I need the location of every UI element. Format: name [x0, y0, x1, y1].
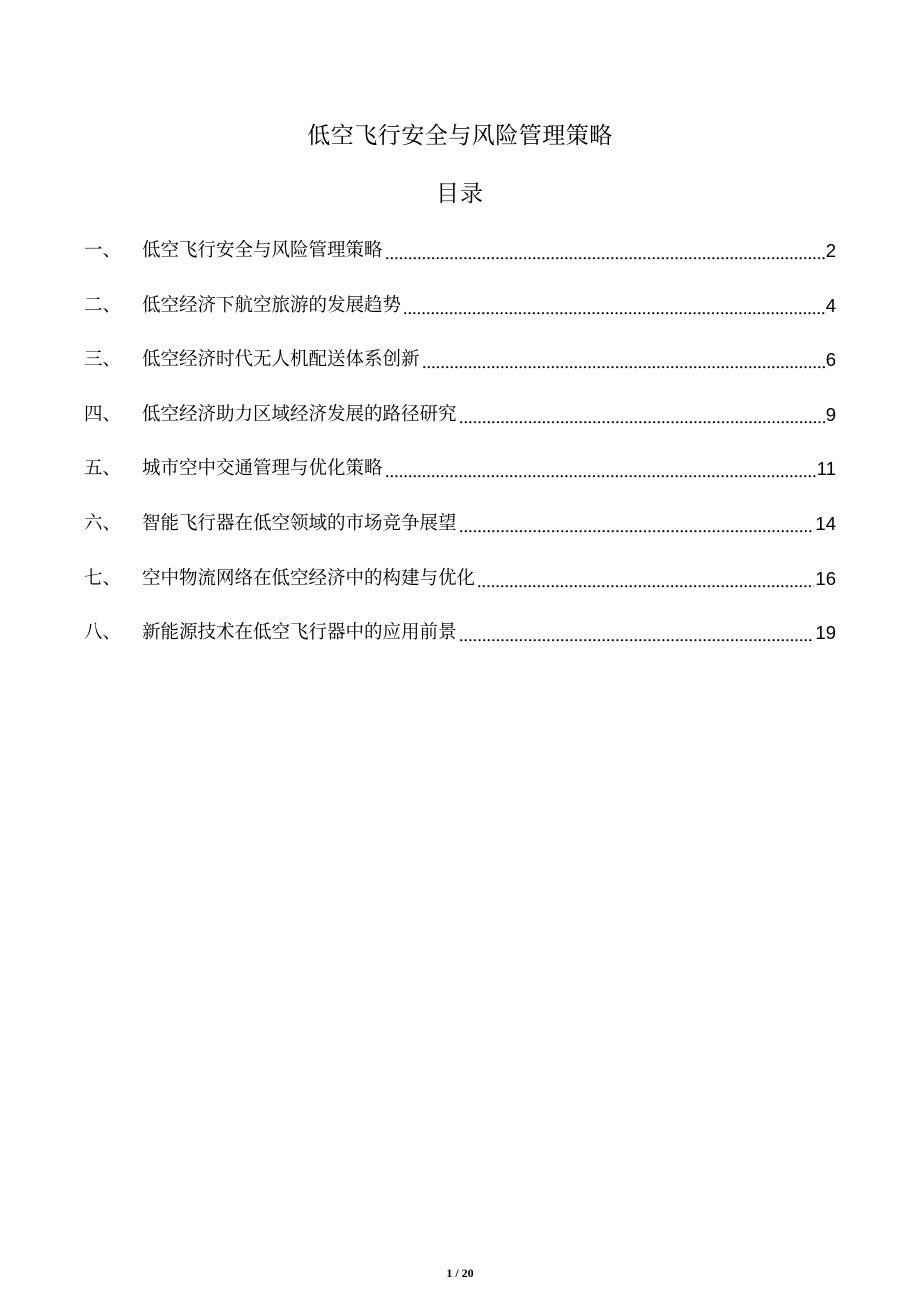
toc-entry-number: 四、: [84, 403, 122, 425]
toc-entry-page[interactable]: 9: [825, 403, 836, 425]
page-number-footer: 1 / 20: [446, 1266, 474, 1280]
toc-heading: 目录: [436, 181, 484, 207]
toc-entry-number: 八、: [84, 622, 122, 644]
toc-entry-title[interactable]: 低空飞行安全与风险管理策略: [142, 240, 383, 261]
toc-entry[interactable]: [84, 564, 836, 619]
toc-dot-leader: [460, 400, 825, 430]
toc-dot-leader: [460, 618, 815, 648]
toc-entry-title[interactable]: 低空经济助力区域经济发展的路径研究: [142, 403, 457, 425]
toc-entry-page[interactable]: 4: [825, 294, 836, 316]
toc-entry[interactable]: [84, 345, 836, 400]
toc-entry-page[interactable]: 6: [825, 349, 836, 371]
toc-entry-title[interactable]: 城市空中交通管理与优化策略: [142, 458, 383, 480]
toc-entry[interactable]: [84, 509, 836, 564]
document-title: 低空飞行安全与风险管理策略: [307, 123, 613, 149]
toc-entry-number: 一、: [84, 240, 122, 261]
toc-entry-page[interactable]: 11: [816, 458, 836, 480]
toc-entry-title[interactable]: 低空经济下航空旅游的发展趋势: [142, 294, 402, 316]
toc-entry-number: 二、: [84, 294, 122, 316]
toc-entry[interactable]: [84, 400, 836, 455]
toc-dot-leader: [423, 345, 825, 375]
toc-entry-number: 三、: [84, 349, 122, 371]
toc-entry-page[interactable]: 19: [815, 622, 836, 644]
toc-entry-title[interactable]: 低空经济时代无人机配送体系创新: [142, 349, 420, 371]
toc-dot-leader: [386, 236, 825, 266]
toc-dot-leader: [460, 509, 815, 539]
toc-entry[interactable]: [84, 291, 836, 346]
table-of-contents: [84, 236, 836, 673]
toc-entry-number: 五、: [84, 458, 122, 480]
toc-entry-page[interactable]: 16: [815, 567, 836, 589]
toc-entry-title[interactable]: 空中物流网络在低空经济中的构建与优化: [142, 567, 476, 589]
toc-entry[interactable]: [84, 236, 836, 291]
toc-entry[interactable]: [84, 618, 836, 673]
toc-entry-number: 六、: [84, 512, 122, 534]
toc-entry-title[interactable]: 新能源技术在低空飞行器中的应用前景: [142, 622, 457, 644]
toc-entry-page[interactable]: 14: [815, 512, 836, 534]
toc-dot-leader: [478, 564, 814, 594]
toc-entry-page[interactable]: 2: [825, 240, 836, 261]
toc-entry-title[interactable]: 智能飞行器在低空领域的市场竞争展望: [142, 512, 457, 534]
toc-entry-number: 七、: [84, 567, 122, 589]
toc-entry[interactable]: [84, 454, 836, 509]
toc-dot-leader: [404, 291, 825, 321]
toc-dot-leader: [386, 454, 816, 484]
